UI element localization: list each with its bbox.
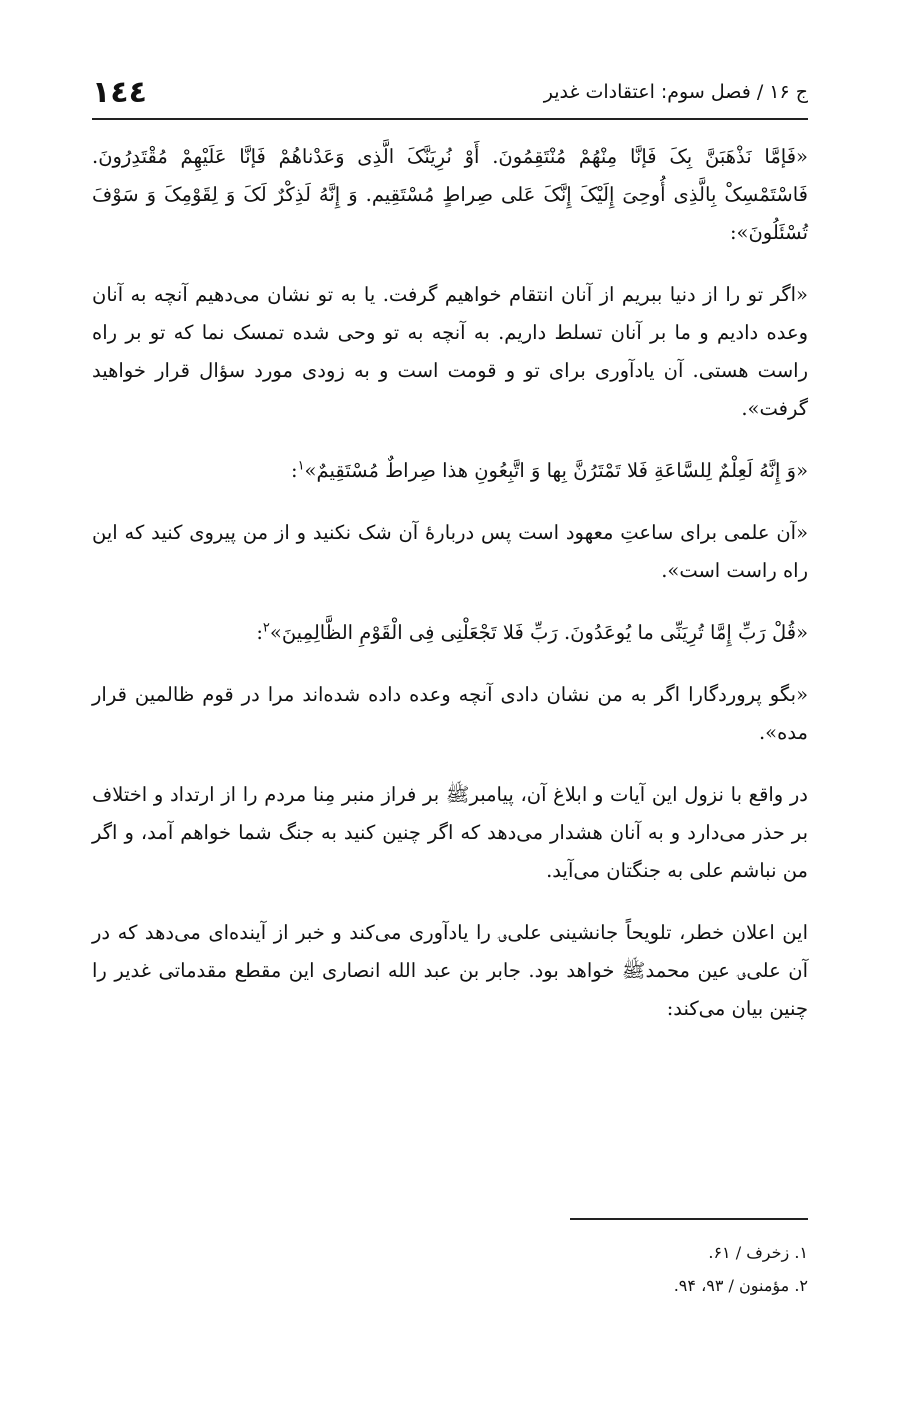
page-header [92, 66, 808, 120]
translation-3: «بگو پروردگارا اگر به من نشان دادی آنچه وعده داده شده‌اند مرا در قوم ظالمین قرار مده». [92, 683, 808, 744]
page-number: ١٤٤ [92, 74, 147, 110]
translation-1: «اگر تو را از دنیا ببریم از آنان انتقام خواهیم گرفت. یا به تو نشان می‌دهیم آنچه به آنان وعده دادیم و ما بر آنان تسلط داریم. به آنچه به تو وحی شده تمسک نما که تو بر راه راست هستی. آن یادآوری برای تو و قومت است و به زودی مورد سؤال قرار خواهید گرفت». [92, 283, 808, 420]
quran-verse-3 [92, 614, 808, 652]
running-title: ج ١۶ / فصل سوم: اعتقادات غدیر [543, 81, 808, 103]
footnote-ref-2: ٢ [262, 620, 270, 636]
commentary-paragraph-1: در واقع با نزول این آیات و ابلاغ آن، پیامبرﷺ بر فراز منبر مِنا مردم را از ارتداد و اختلاف بر حذر می‌دارد و به آنان هشدار می‌دهد که اگر چنین کنید به جنگ شما خواهم آمد، و اگر من نباشم علی به جنگتان می‌آید. [92, 783, 808, 882]
footnotes [92, 1236, 808, 1302]
translation-2: «آن علمی برای ساعتِ معهود است پس دربارۀ آن شک نکنید و از من پیروی کنید که این راه راست است». [92, 521, 808, 582]
verse-2-text: «وَ إِنَّهُ لَعِلْمٌ لِلسَّاعَةِ فَلا تَمْتَرُنَّ بِها وَ اتَّبِعُونِ هذا صِراطٌ مُسْتَقِیمٌ» [304, 459, 808, 482]
quran-verse-2 [92, 452, 808, 490]
footnote-2: ٢. مؤمنون / ٩٣، ٩۴. [673, 1276, 808, 1295]
verse-3-text: «قُلْ رَبِّ إِمَّا تُرِیَنِّی ما یُوعَدُونَ. رَبِّ فَلا تَجْعَلْنِی فِی الْقَوْمِ الظَّالِمِینَ» [269, 621, 808, 644]
quran-verse-1: «فَإمَّا نَذْهَبَنَّ بِکَ فَإنَّا مِنْهُمْ مُنْتَقِمُونَ. أَوْ نُرِیَنَّکَ الَّذِی وَعَدْناهُمْ فَإنَّا عَلَیْهِمْ مُقْتَدِرُونَ. فَاسْتَمْسِکْ بِالَّذِی أُوحِیَ إِلَیْکَ إِنَّکَ عَلی صِراطٍ مُسْتَقِیم. وَ إِنَّهُ لَذِکْرٌ لَکَ وَ لِقَوْمِکَ وَ سَوْفَ تُسْئَلُونَ»: [92, 145, 808, 244]
verse-2-colon: : [290, 459, 298, 482]
commentary-paragraph-2: این اعلان خطر، تلویحاً جانشینی علی؈ را یادآوری می‌کند و خبر از آینده‌ای می‌دهد که در آن علی؈ عین محمدﷺ خواهد بود. جابر بن عبد الله انصاری این مقطع مقدماتی غدیر را چنین بیان می‌کند: [92, 921, 808, 1020]
footnote-ref-1: ١ [297, 458, 305, 474]
body-text [92, 138, 808, 1052]
footnote-1: ١. زخرف / ۶١. [708, 1243, 808, 1262]
footnote-divider [570, 1218, 808, 1220]
verse-3-colon: : [256, 621, 263, 644]
